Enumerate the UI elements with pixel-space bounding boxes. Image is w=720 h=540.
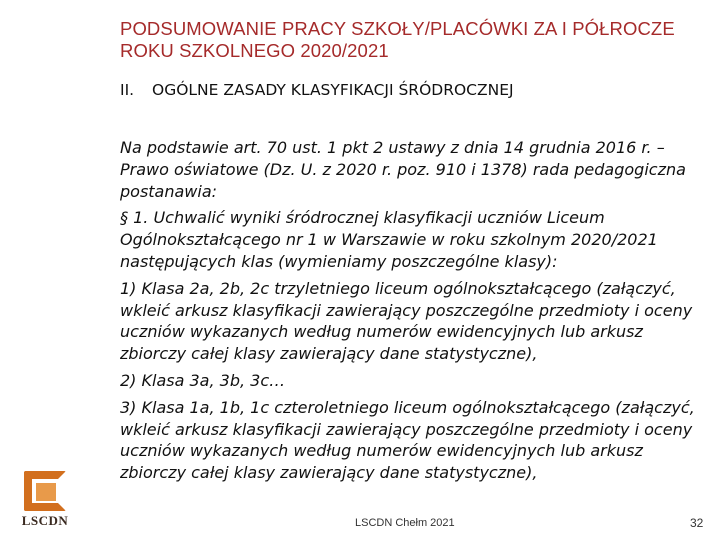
paragraph-item-1: 1) Klasa 2a, 2b, 2c trzyletniego liceum ogólnokształcącego (załączyć, wkleić arkusz klasyfikacji zawierający poszczególne przedmioty i oceny uczniów wykazanych według numerów ewidencyjnych lub arkusz zbiorczy całej klasy zawierający dane statystyczne), [120, 278, 693, 364]
section-number: II. [120, 81, 135, 99]
paragraph-intro: Na podstawie art. 70 ust. 1 pkt 2 ustawy z dnia 14 grudnia 2016 r. – Prawo oświatowe (Dz. U. z 2020 r. poz. 910 i 1378) rada pedagogiczna postanawia: [120, 138, 686, 201]
page-number: 32 [690, 516, 704, 530]
section-heading [120, 80, 700, 100]
logo-mark-icon [24, 471, 66, 511]
footer-text: LSCDN Chełm 2021 [355, 517, 455, 529]
lscdn-logo [14, 471, 74, 531]
paragraph-item-2: 2) Klasa 3a, 3b, 3c… [120, 370, 286, 390]
paragraph-section-1: § 1. Uchwalić wyniki śródrocznej klasyfikacji uczniów Liceum Ogólnokształcącego nr 1 w Warszawie w roku szkolnym 2020/2021 następujących klas (wymieniamy poszczególne klasy): [120, 208, 658, 271]
slide-title: PODSUMOWANIE PRACY SZKOŁY/PLACÓWKI ZA I PÓŁROCZE ROKU SZKOLNEGO 2020/2021 [120, 18, 675, 61]
paragraph-item-3: 3) Klasa 1a, 1b, 1c czteroletniego liceum ogólnokształcącego (załączyć, wkleić arkusz klasyfikacji zawierający poszczególne przedmioty i oceny uczniów wykazanych według numerów ewidencyjnych lub arkusz zbiorczy całej klasy zawierający dane statystyczne), [120, 397, 695, 483]
logo-text: LSCDN [21, 513, 69, 528]
section-title: OGÓLNE ZASADY KLASYFIKACJI ŚRÓDROCZNEJ [152, 81, 514, 99]
slide-body [120, 137, 710, 489]
